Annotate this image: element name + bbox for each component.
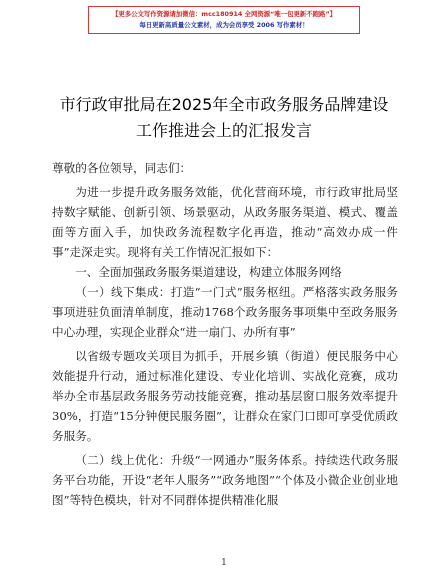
promo-banner-line2: 每日更新高质量公文素材，成为会员享受 2006 写作素材！	[139, 21, 309, 29]
promo-banner-line1: 【更多公文写作资源请加微信：mcc180914 全网资源“唯一包更新不跑路”】	[111, 10, 337, 18]
paragraph-online-optimization: （二）线上优化：升级“一网通办”服务体系。持续迭代政务服务平台功能，开设“老年人服务”“政务地图”“个体及小微企业创业地图”等特色模块，针对不同群体提供精准化服	[52, 453, 398, 507]
promo-banner	[88, 6, 360, 34]
document-title-line1: 市行政审批局在2025年全市政务服务品牌建设	[59, 95, 389, 114]
salutation: 尊敬的各位领导，同志们：	[52, 161, 192, 175]
document-body	[52, 158, 398, 510]
paragraph-grassroots-service: 以省级专题攻关项目为抓手，开展乡镇（街道）便民服务中心效能提升行动，通过标准化建设、专业化培训、实战化竞赛，成功举办全市基层政务服务劳动技能竞赛，推动基层窗口服务效率提升30%，打造“15分钟便民服务圈”，让群众在家门口即可享受优质政务服务。	[52, 349, 398, 443]
page-number: 1	[221, 558, 227, 568]
document-title	[0, 92, 448, 144]
section-heading-1: 一、全面加强政务服务渠道建设，构建立体服务网络	[75, 265, 342, 279]
document-title-line2: 工作推进会上的汇报发言	[135, 121, 312, 140]
paragraph-offline-integration: （一）线下集成：打造“一门式”服务枢纽。严格落实政务服务事项进驻负面清单制度，推动1768个政务服务事项集中至政务服务中心办理，实现企业群众“进一扇门、办所有事”	[52, 285, 398, 339]
paragraph-intro: 为进一步提升政务服务效能，优化营商环境，市行政审批局坚持数字赋能、创新引领、场景驱动，从政务服务渠道、模式、覆盖面等方面入手，加快政务流程数字化再造，推动“高效办成一件事”走深走实。现将有关工作情况汇报如下：	[52, 185, 398, 259]
